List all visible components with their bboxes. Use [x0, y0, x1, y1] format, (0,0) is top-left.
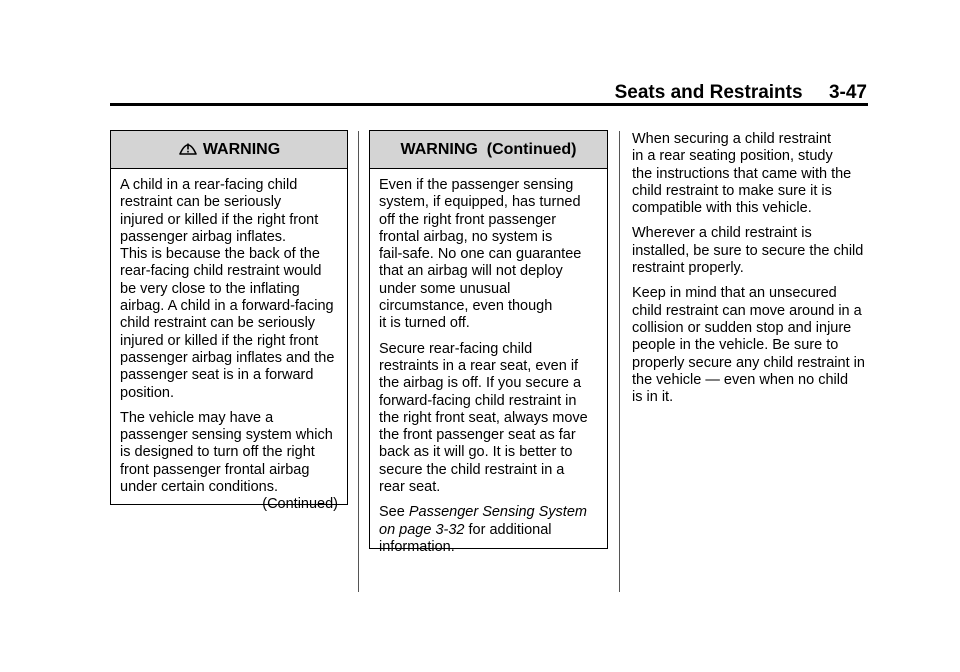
warning-2-paragraph-2: Secure rear-facing child restraints in a rear seat, even if the airbag is off. If you secure a forward-facing child restraint in the right front seat, always move the front passenger seat as far back as it will go. It is better to secure the child restraint in a rear seat. — [379, 340, 588, 496]
cross-reference-page[interactable]: on page 3-32 — [379, 521, 465, 538]
column-divider-1 — [358, 131, 359, 592]
body-paragraph-3: Keep in mind that an unsecured child restraint can move around in a collision or sudden stop and injure people in the vehicle. Be sure to properly secure any child restraint in the vehicle — even when no child is in it. — [632, 285, 865, 406]
alert-triangle-icon — [178, 138, 198, 161]
warning-box-2 — [369, 130, 608, 555]
warning-box-2-header — [370, 131, 607, 169]
warning-title: WARNING — [202, 140, 281, 158]
warning-box-1 — [110, 130, 348, 513]
body-paragraph-2: Wherever a child restraint is installed, be sure to secure the child restraint properly. — [632, 225, 864, 277]
warning-box-1-header — [111, 131, 347, 169]
column-divider-2 — [619, 131, 620, 592]
section-title: Seats and Restraints — [614, 82, 803, 103]
warning-continued-title: WARNING (Continued) — [400, 140, 577, 158]
cross-reference-link[interactable]: Passenger Sensing System — [408, 504, 587, 521]
warning-2-paragraph-3: See Passenger Sensing System on page 3-32 for additional information. — [379, 504, 587, 555]
warning-1-paragraph-2: The vehicle may have a passenger sensing system which is designed to turn off the right front passenger frontal airbag under certain conditions. — [120, 409, 333, 496]
continued-label: (Continued) — [262, 496, 338, 513]
warning-1-paragraph-1: A child in a rear-facing child restraint can be seriously injured or killed if the right front passenger airbag inflates. This is because the back of the rear-facing child restraint would be very close to the inflating airbag. A child in a forward-facing child restraint can be seriously injured or killed if the right front passenger airbag inflates and the passenger seat is in a forward position. — [120, 177, 335, 401]
body-paragraph-1: When securing a child restraint in a rear seating position, study the instructions that came with the child restraint to make sure it is compatible with this vehicle. — [632, 131, 852, 217]
page-number: 3-47 — [828, 82, 867, 103]
body-text-column — [632, 131, 872, 406]
warning-2-paragraph-1: Even if the passenger sensing system, if equipped, has turned off the right front passenger frontal airbag, no system is fail-safe. No one can guarantee that an airbag will not deploy under some unusual circumstance, even though it is turned off. — [379, 177, 582, 332]
page-header — [560, 82, 867, 104]
header-rule — [110, 103, 868, 106]
